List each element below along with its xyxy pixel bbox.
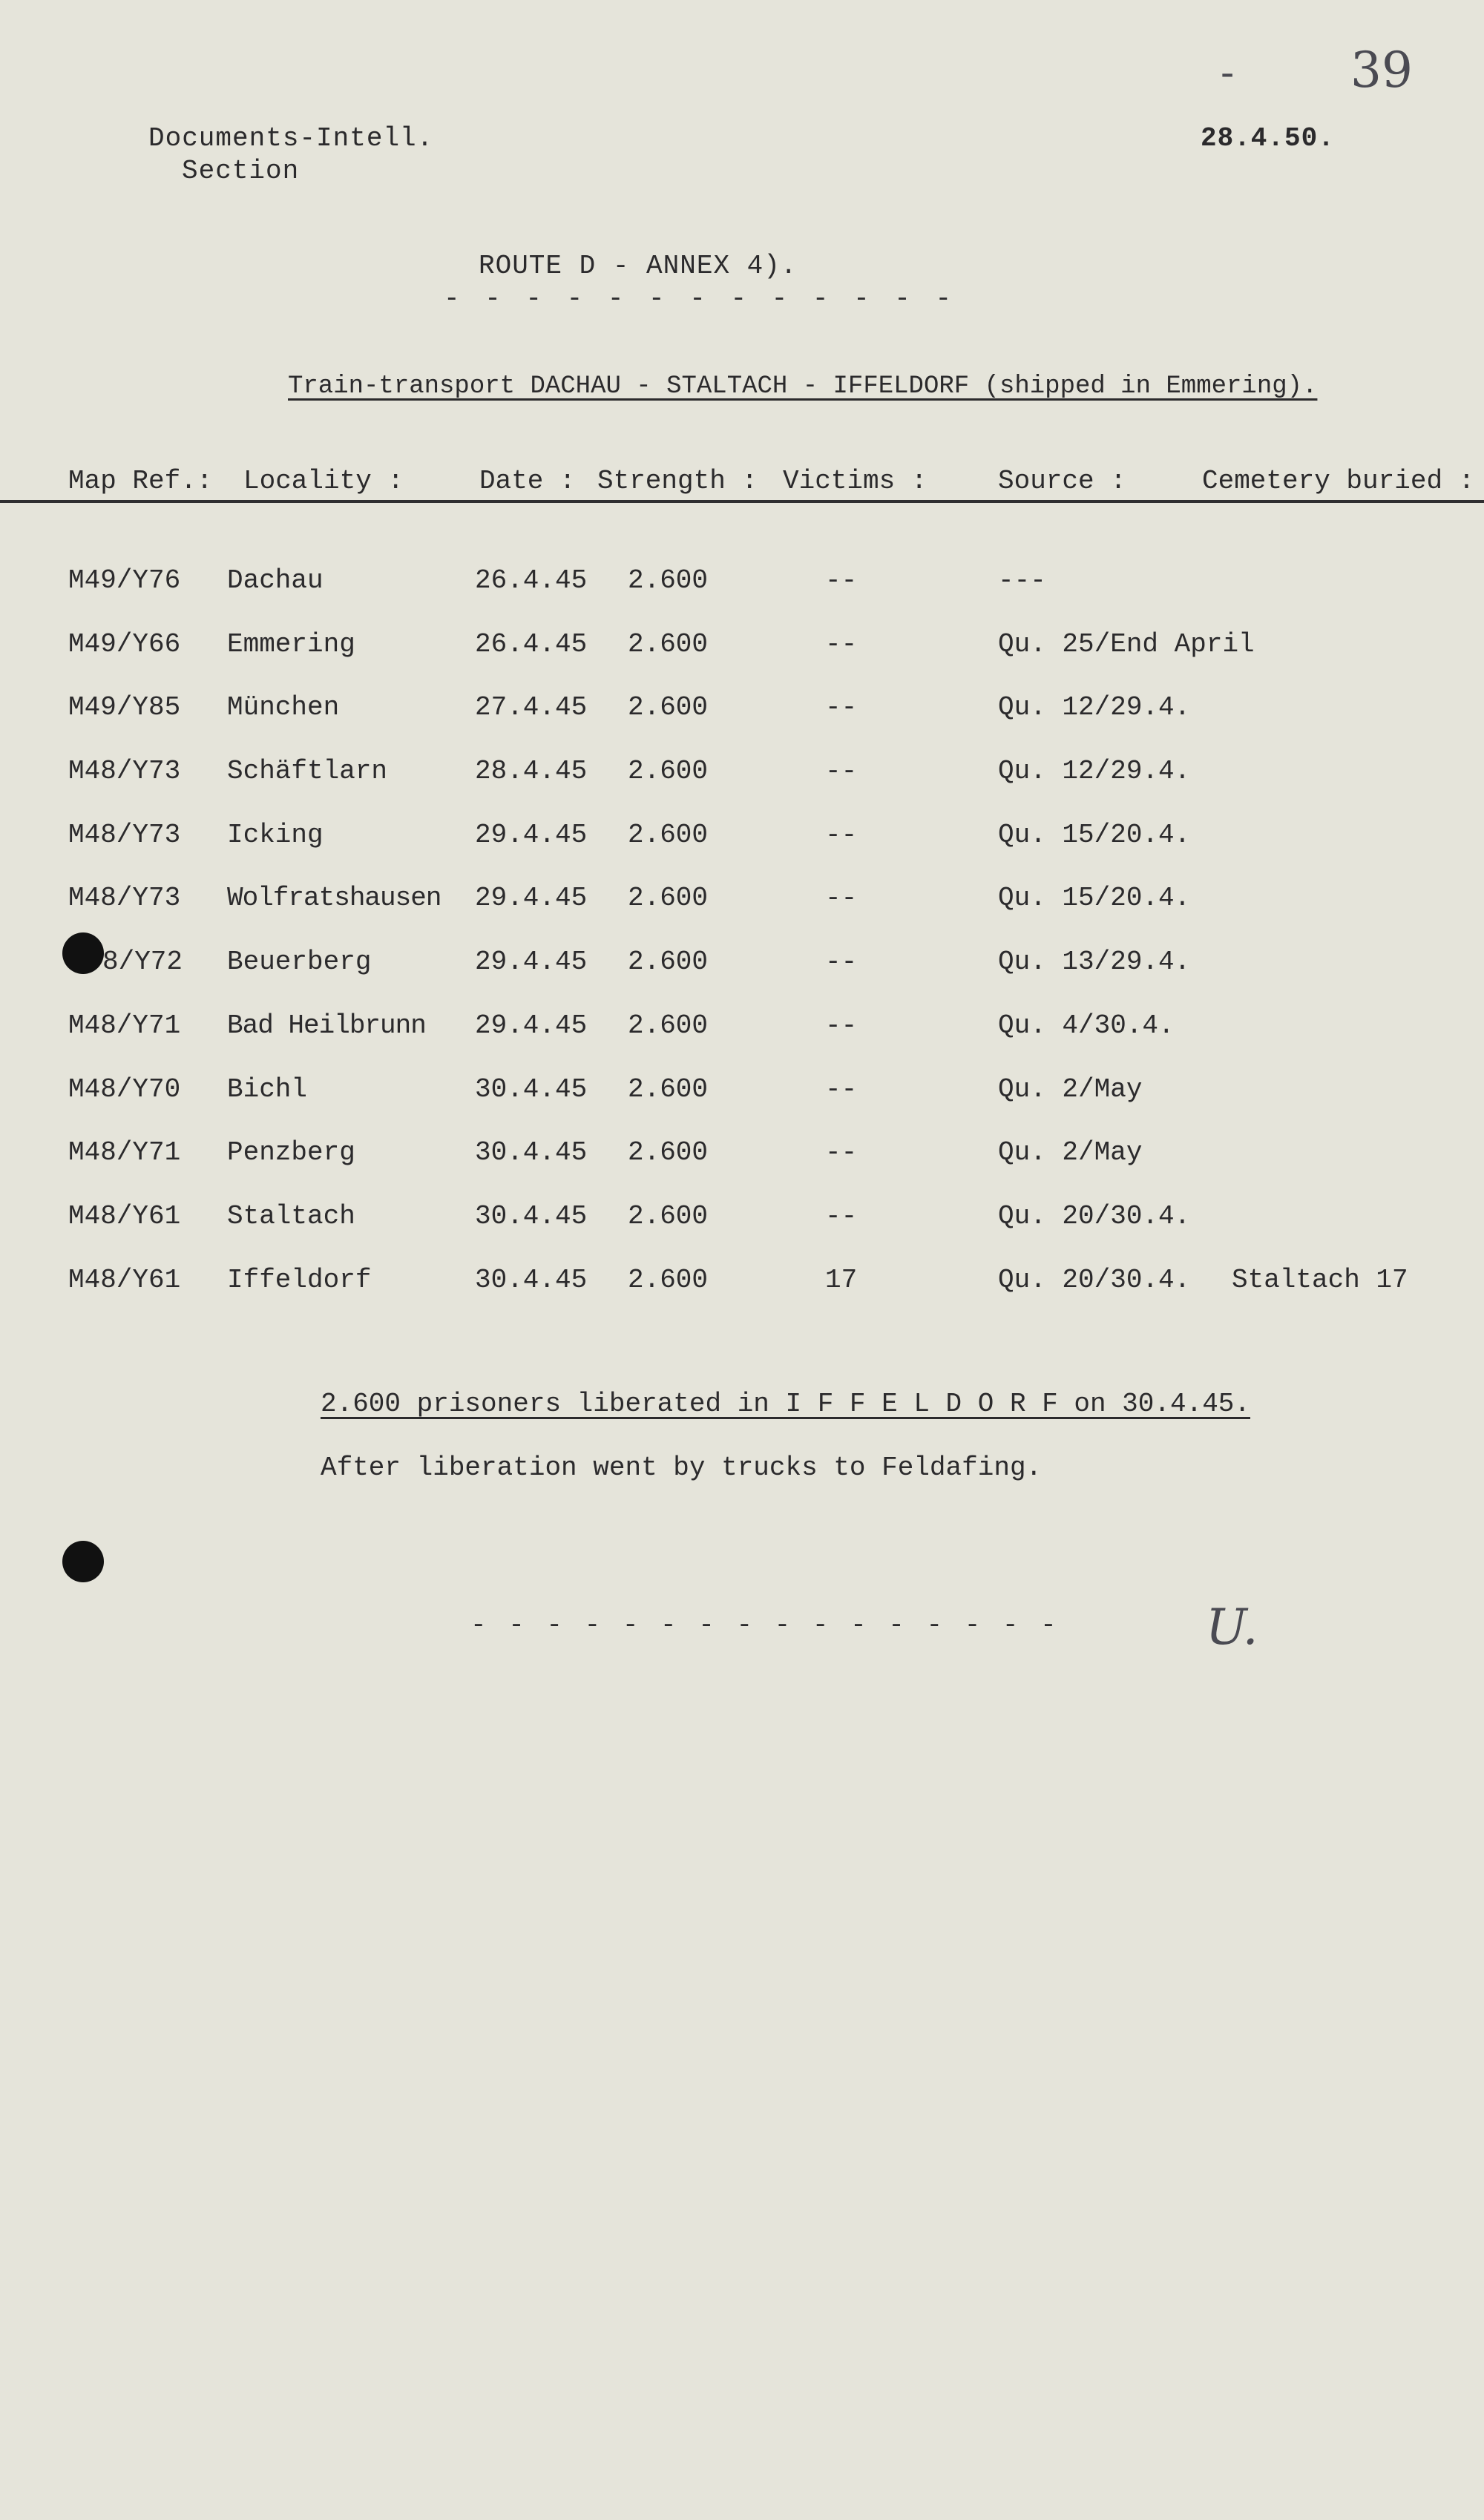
route-title: ROUTE D - ANNEX 4).: [479, 251, 798, 281]
cell-victims: --: [825, 1201, 858, 1231]
cell-date: 30.4.45: [475, 1137, 588, 1168]
cell-strength: 2.600: [628, 1010, 709, 1041]
cell-source: Qu. 20/30.4.: [998, 1201, 1191, 1231]
cell-map-ref: M48/Y61: [68, 1201, 181, 1231]
table-row: [0, 1137, 1484, 1182]
cell-victims: --: [825, 947, 858, 977]
cell-date: 26.4.45: [475, 565, 588, 596]
table-row: [0, 629, 1484, 674]
cell-map-ref: M48/Y71: [68, 1137, 181, 1168]
cell-victims: --: [825, 1074, 858, 1105]
cell-source: Qu. 13/29.4.: [998, 947, 1191, 977]
cell-victims: --: [825, 565, 858, 596]
col-date: Date :: [479, 466, 576, 496]
end-dashes: - - - - - - - - - - - - - - - -: [470, 1610, 1060, 1640]
cell-map-ref: M49/Y76: [68, 565, 181, 596]
cell-map-ref: M48/Y70: [68, 1074, 181, 1105]
cell-date: 27.4.45: [475, 692, 588, 723]
col-map-ref: Map Ref.:: [68, 466, 213, 496]
cell-source: Qu. 20/30.4.: [998, 1265, 1191, 1295]
cell-locality: Beuerberg: [227, 947, 372, 977]
section-line-2: Section: [182, 156, 300, 186]
cell-locality: Penzberg: [227, 1137, 355, 1168]
route-title-dashes: - - - - - - - - - - - - -: [444, 283, 956, 314]
cell-source: Qu. 12/29.4.: [998, 692, 1191, 723]
cell-locality: Emmering: [227, 629, 355, 659]
table-row: [0, 1074, 1484, 1119]
cell-date: 30.4.45: [475, 1074, 588, 1105]
cell-date: 30.4.45: [475, 1265, 588, 1295]
cell-date: 29.4.45: [475, 947, 588, 977]
cell-locality: München: [227, 692, 340, 723]
cell-victims: --: [825, 756, 858, 786]
cell-source: Qu. 12/29.4.: [998, 756, 1191, 786]
cell-locality: Wolfratshausen: [227, 883, 441, 913]
col-strength: Strength :: [597, 466, 758, 496]
cell-strength: 2.600: [628, 629, 709, 659]
cell-strength: 2.600: [628, 820, 709, 850]
cell-locality: Schäftlarn: [227, 756, 388, 786]
cell-date: 28.4.45: [475, 756, 588, 786]
cell-date: 29.4.45: [475, 820, 588, 850]
cell-date: 29.4.45: [475, 1010, 588, 1041]
transport-title: Train-transport DACHAU - STALTACH - IFFELDORF (shipped in Emmering).: [288, 372, 1318, 401]
cell-map-ref: M48/Y73: [68, 756, 181, 786]
cell-date: 30.4.45: [475, 1201, 588, 1231]
liberation-note: 2.600 prisoners liberated in I F F E L D O R F on 30.4.45.: [321, 1389, 1251, 1419]
cell-map-ref: M48/Y61: [68, 1265, 181, 1295]
document-date: 28.4.50.: [1201, 123, 1335, 154]
cell-victims: --: [825, 692, 858, 723]
cell-strength: 2.600: [628, 1201, 709, 1231]
cell-map-ref: M48/Y73: [68, 820, 181, 850]
table-row: [0, 565, 1484, 610]
cell-strength: 2.600: [628, 692, 709, 723]
cell-victims: --: [825, 1137, 858, 1168]
cell-strength: 2.600: [628, 565, 709, 596]
cell-victims: --: [825, 820, 858, 850]
page-dash: -: [1221, 49, 1235, 96]
cell-strength: 2.600: [628, 1137, 709, 1168]
cell-source: Qu. 15/20.4.: [998, 883, 1191, 913]
col-victims: Victims :: [783, 466, 928, 496]
cell-source: Qu. 2/May: [998, 1074, 1143, 1105]
table-row: [0, 1010, 1484, 1055]
cell-strength: 2.600: [628, 756, 709, 786]
table-row: [0, 820, 1484, 864]
table-row: [0, 692, 1484, 737]
cell-locality: Bichl: [227, 1074, 308, 1105]
cell-date: 26.4.45: [475, 629, 588, 659]
cell-source: Qu. 25/End April: [998, 629, 1255, 659]
cell-victims: --: [825, 629, 858, 659]
cell-locality: Dachau: [227, 565, 324, 596]
table-row: [0, 1201, 1484, 1246]
cell-strength: 2.600: [628, 883, 709, 913]
col-source: Source :: [998, 466, 1126, 496]
cell-map-ref: M49/Y66: [68, 629, 181, 659]
cell-locality: Icking: [227, 820, 324, 850]
cell-locality: Bad Heilbrunn: [227, 1010, 426, 1041]
cell-source: Qu. 4/30.4.: [998, 1010, 1175, 1041]
cell-source: Qu. 2/May: [998, 1137, 1143, 1168]
header-rule: [0, 500, 1484, 503]
cell-source: ---: [998, 565, 1046, 596]
cell-strength: 2.600: [628, 947, 709, 977]
cell-cemetery: Staltach 17: [1232, 1265, 1408, 1295]
col-cemetery: Cemetery buried :: [1202, 466, 1475, 496]
cell-date: 29.4.45: [475, 883, 588, 913]
cell-victims: --: [825, 883, 858, 913]
after-liberation-note: After liberation went by trucks to Feldafing.: [321, 1453, 1043, 1483]
cell-victims: 17: [825, 1265, 858, 1295]
cell-strength: 2.600: [628, 1265, 709, 1295]
punch-hole-bottom: [62, 1541, 104, 1582]
table-row: [0, 947, 1484, 991]
cell-strength: 2.600: [628, 1074, 709, 1105]
table-row: [0, 1265, 1484, 1309]
col-locality: Locality :: [243, 466, 404, 496]
page-number: 39: [1350, 42, 1413, 99]
cell-map-ref: M48/Y71: [68, 1010, 181, 1041]
cell-map-ref: 8/Y72: [102, 947, 183, 977]
handwritten-initials: U.: [1206, 1599, 1258, 1656]
cell-locality: Iffeldorf: [227, 1265, 372, 1295]
cell-locality: Staltach: [227, 1201, 355, 1231]
cell-map-ref: M49/Y85: [68, 692, 181, 723]
section-line-1: Documents-Intell.: [148, 123, 434, 154]
cell-victims: --: [825, 1010, 858, 1041]
table-row: [0, 756, 1484, 800]
cell-map-ref: M48/Y73: [68, 883, 181, 913]
table-row: [0, 883, 1484, 927]
cell-source: Qu. 15/20.4.: [998, 820, 1191, 850]
